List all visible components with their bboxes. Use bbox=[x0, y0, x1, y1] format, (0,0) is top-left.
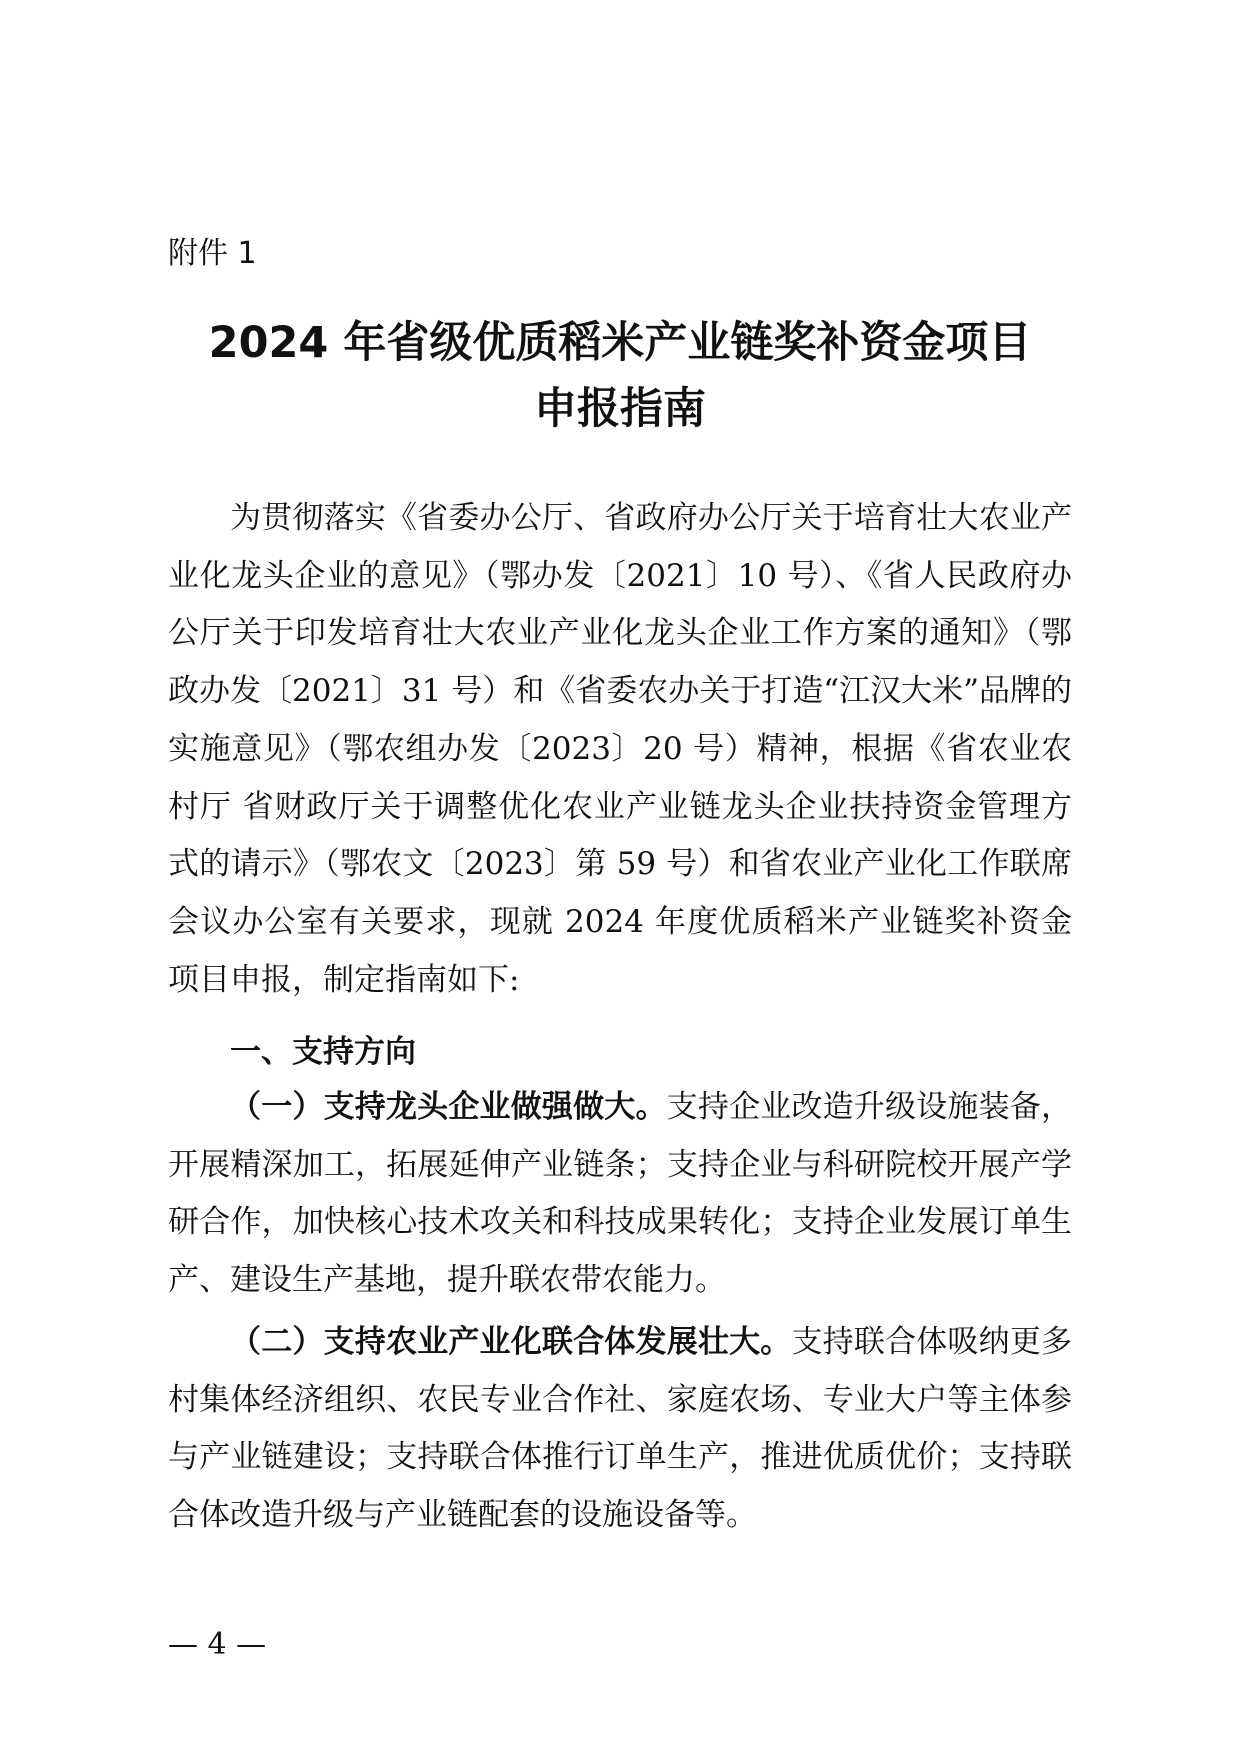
item-2-text: 支持联合体吸纳更多村集体经济组织、农民专业合作社、家庭农场、专业大户等主体参与产业链建设；支持联合体推行订单生产，推进优质优价；支持联合体改造升级与产业链配套的设施设备等。 bbox=[168, 1324, 1073, 1534]
item-2-heading: （二）支持农业产业化联合体发展壮大。 bbox=[230, 1324, 792, 1360]
item-1-paragraph bbox=[168, 1079, 1072, 1310]
item-2-paragraph bbox=[168, 1314, 1072, 1545]
section-heading-support-direction: 一、支持方向 bbox=[230, 1034, 416, 1070]
title-line-2: 申报指南 bbox=[534, 384, 706, 434]
attachment-label: 附件 1 bbox=[168, 236, 257, 271]
intro-paragraph: 为贯彻落实《省委办公厅、省政府办公厅关于培育壮大农业产业化龙头企业的意见》（鄂办发〔2021〕10 号）、《省人民政府办公厅关于印发培育壮大农业产业化龙头企业工作方案的通知》（鄂政办发〔2021〕31 号）和《省委农办关于打造“江汉大米”品牌的实施意见》（鄂农组办发〔2023〕20 号）精神，根据《省农业农村厅 省财政厅关于调整优化农业产业链龙头企业扶持资金管理方式的请示》（鄂农文〔2023〕第 59 号）和省农业产业化工作联席会议办公室有关要求，现就 2024 年度优质稻米产业链奖补资金项目申报，制定指南如下: bbox=[168, 500, 1072, 998]
document-title bbox=[168, 310, 1072, 442]
item-1-text: 支持企业改造升级设施装备，开展精深加工，拓展延伸产业链条；支持企业与科研院校开展产学研合作，加快核心技术攻关和科技成果转化；支持企业发展订单生产、建设生产基地，提升联农带农能力。 bbox=[168, 1089, 1073, 1299]
title-line-1: 2024 年省级优质稻米产业链奖补资金项目 bbox=[208, 318, 1032, 368]
item-1-heading: （一）支持龙头企业做强做大。 bbox=[230, 1089, 667, 1125]
page-number: — 4 — bbox=[168, 1627, 267, 1662]
